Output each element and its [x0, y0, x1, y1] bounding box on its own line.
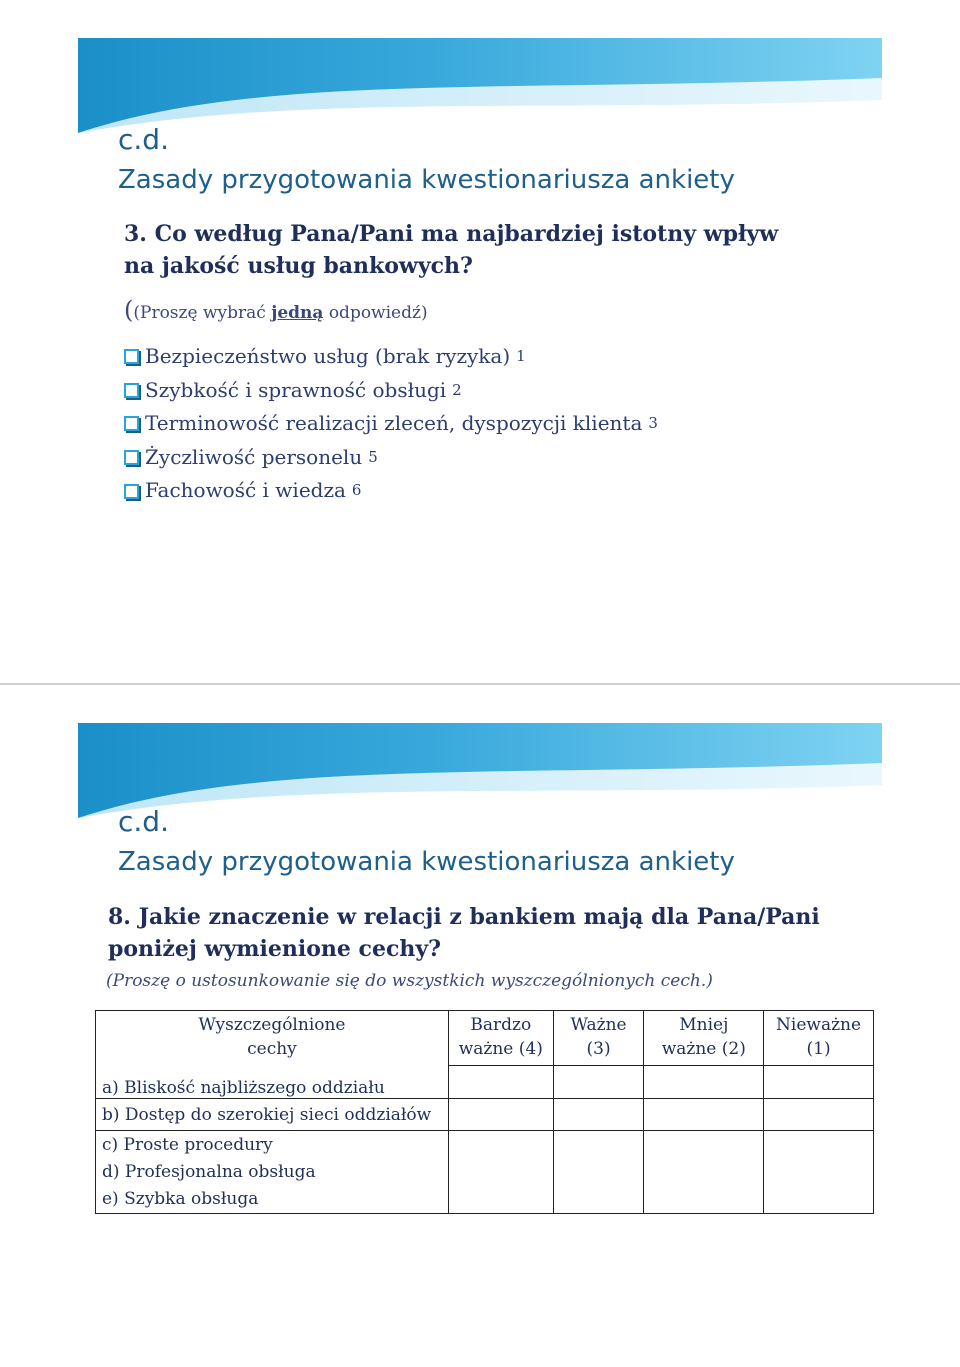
rating-cell[interactable]: [448, 1099, 553, 1131]
row-label: c) Proste procedury: [96, 1131, 449, 1159]
header-line: (1): [806, 1039, 831, 1059]
table-header-row: [96, 1011, 874, 1066]
table-header-cell: [96, 1011, 449, 1066]
rating-cell[interactable]: [553, 1099, 644, 1131]
slide-cd-label: c.d.: [118, 123, 169, 156]
checkbox-icon[interactable]: [124, 349, 139, 364]
header-line: ważne (4): [458, 1039, 543, 1059]
rating-cell[interactable]: [644, 1066, 764, 1099]
option-number: 2: [452, 380, 462, 399]
instruction: [124, 296, 428, 324]
option-label: Terminowość realizacji zleceń, dyspozycji klienta: [145, 411, 643, 436]
table-header-cell: [764, 1011, 874, 1066]
table-row: [96, 1066, 874, 1099]
rating-cell[interactable]: [764, 1099, 874, 1131]
header-line: Wyszczególnione: [198, 1015, 346, 1035]
option-item[interactable]: [124, 407, 658, 441]
row-label: b) Dostęp do szerokiej sieci oddziałów: [96, 1099, 449, 1131]
header-line: Ważne: [570, 1015, 627, 1035]
option-label: Fachowość i wiedza: [145, 478, 346, 503]
header-line: cechy: [247, 1039, 297, 1059]
answer-options: [124, 340, 658, 508]
option-label: Szybkość i sprawność obsługi: [145, 377, 447, 402]
rating-table: [95, 1010, 874, 1214]
option-label: Bezpieczeństwo usług (brak ryzyka): [145, 344, 511, 368]
slide-cd-label: c.d.: [118, 805, 169, 838]
rating-cell[interactable]: [644, 1131, 764, 1214]
table-row: [96, 1099, 874, 1131]
table-row: [96, 1131, 874, 1159]
checkbox-icon[interactable]: [124, 383, 139, 398]
option-number: 6: [351, 481, 362, 500]
checkbox-icon[interactable]: [124, 416, 139, 431]
question-line: 3. Co według Pana/Pani ma najbardziej istotny wpływ: [124, 221, 779, 247]
instruction-text: odpowiedź): [323, 303, 428, 323]
header-line: Nieważne: [776, 1015, 862, 1035]
row-label: d) Profesjonalna obsługa: [96, 1159, 449, 1186]
option-item[interactable]: [124, 340, 658, 374]
rating-cell[interactable]: [448, 1131, 553, 1214]
table-header-cell: [448, 1011, 553, 1066]
instruction-paren: (: [124, 296, 134, 324]
table-header-cell: [553, 1011, 644, 1066]
rating-cell[interactable]: [448, 1066, 553, 1099]
row-label: e) Szybka obsługa: [96, 1186, 449, 1214]
rating-cell[interactable]: [764, 1066, 874, 1099]
option-item[interactable]: [124, 441, 658, 475]
slide-banner: [78, 38, 882, 133]
header-line: ważne (2): [661, 1039, 746, 1059]
option-number: 5: [368, 447, 378, 466]
rating-cell[interactable]: [553, 1131, 644, 1214]
slide-title: Zasady przygotowania kwestionariusza ankiety: [118, 847, 735, 877]
question-8: [108, 901, 820, 965]
table-header-cell: [644, 1011, 764, 1066]
option-number: 3: [648, 414, 658, 433]
instruction-emphasis: jedną: [271, 303, 324, 323]
option-item[interactable]: [124, 374, 658, 408]
question-line: poniżej wymienione cechy?: [108, 936, 442, 962]
question-3: [124, 218, 778, 282]
question-line: na jakość usług bankowych?: [124, 253, 473, 279]
checkbox-icon[interactable]: [124, 484, 139, 499]
slide-title: Zasady przygotowania kwestionariusza ankiety: [118, 165, 735, 195]
option-label: Życzliwość personelu: [145, 444, 363, 469]
rating-cell[interactable]: [764, 1131, 874, 1214]
question-line: 8. Jakie znaczenie w relacji z bankiem mają dla Pana/Pani: [108, 904, 820, 930]
header-line: Bardzo: [470, 1015, 532, 1035]
rating-cell[interactable]: [644, 1099, 764, 1131]
slide-banner: [78, 723, 882, 818]
instruction: (Proszę o ustosunkowanie się do wszystkich wyszczególnionych cech.): [106, 971, 713, 991]
rating-cell[interactable]: [553, 1066, 644, 1099]
instruction-text: (Proszę wybrać: [133, 303, 272, 323]
option-number: 1: [516, 347, 526, 365]
header-line: (3): [586, 1039, 611, 1059]
option-item[interactable]: [124, 474, 658, 508]
header-line: Mniej: [679, 1015, 729, 1035]
checkbox-icon[interactable]: [124, 450, 139, 465]
row-label: a) Bliskość najbliższego oddziału: [96, 1066, 449, 1099]
